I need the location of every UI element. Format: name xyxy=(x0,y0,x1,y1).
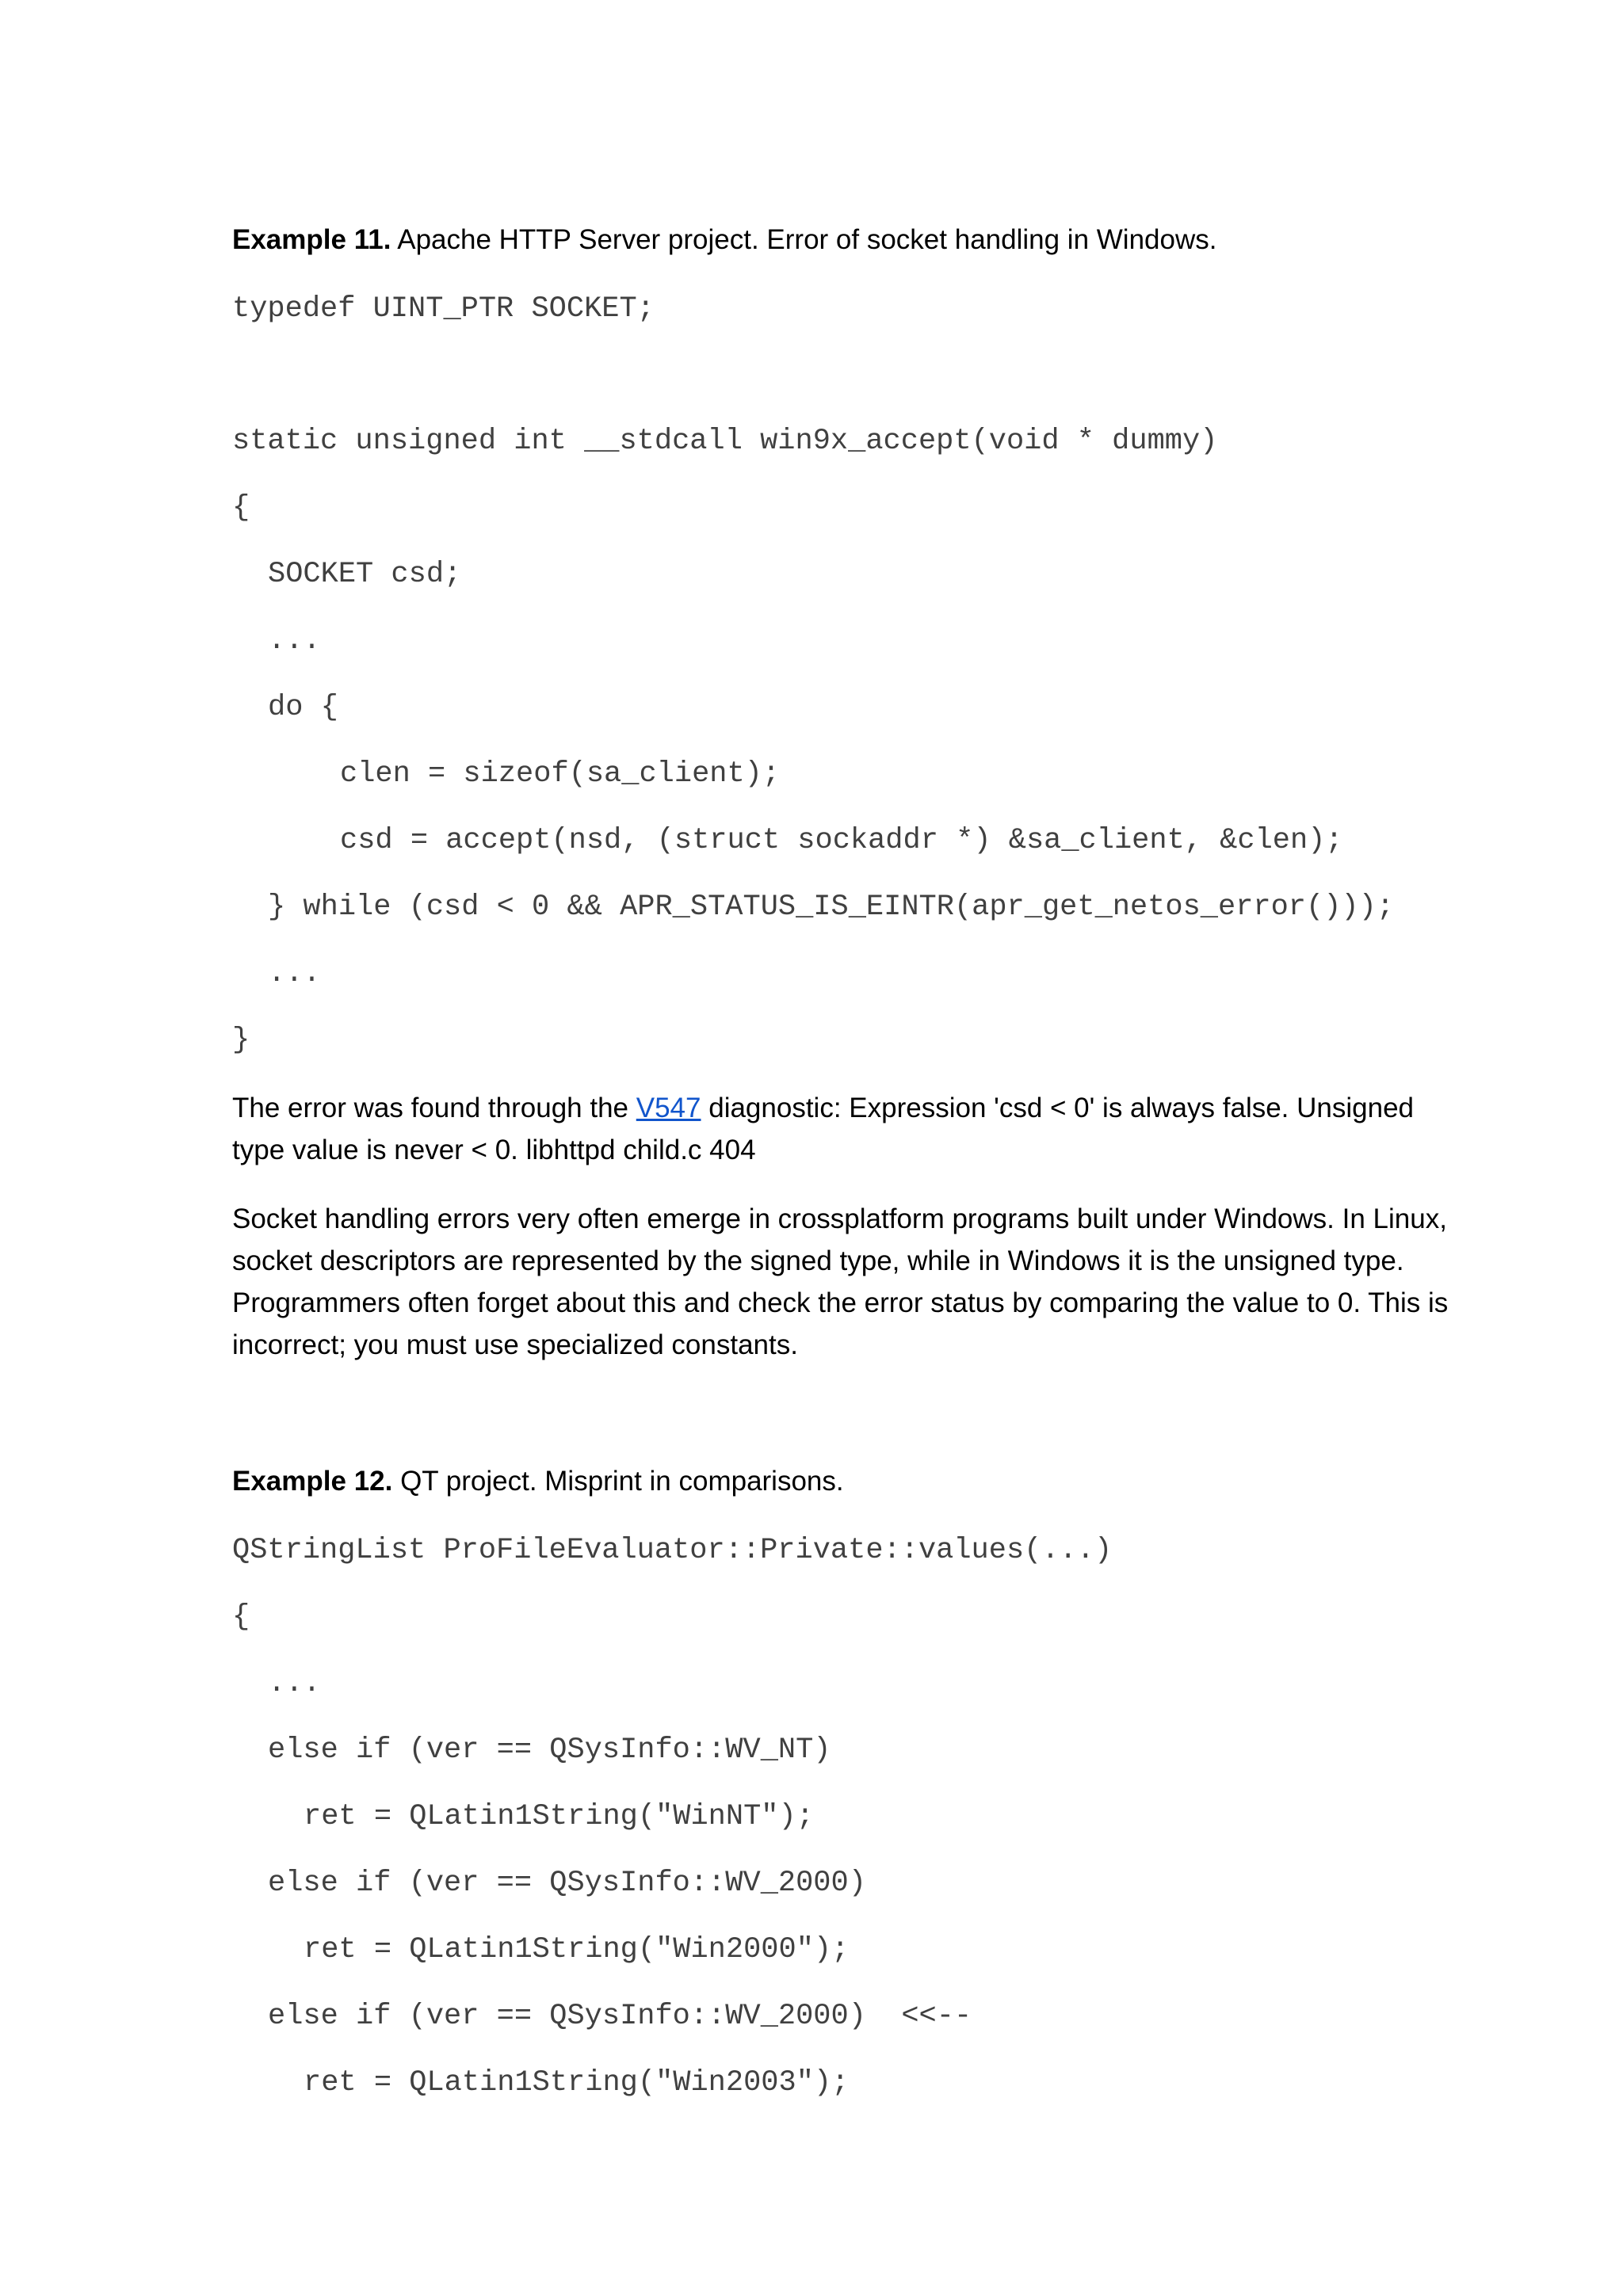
code-line: } xyxy=(232,1024,250,1057)
code-line: else if (ver == QSysInfo::WV_2000) <<-- xyxy=(268,2000,972,2033)
explanation-paragraph: Socket handling errors very often emerge in crossplatform programs built under Windows. In Linux, socket descriptors are represented by the signed type, while in Windows it is the unsigned type. Programmers often forget about this and check the error status by comparing the value to 0. This is incorrect; you must use specialized constants. xyxy=(232,1203,1449,1360)
diagnostic-text-before: The error was found through the xyxy=(232,1093,636,1123)
code-line: ret = QLatin1String("WinNT"); xyxy=(304,1800,814,1833)
code-line: ... xyxy=(268,957,321,990)
example-11-label: Example 11. xyxy=(232,224,391,255)
example-11-heading xyxy=(232,224,1216,256)
code-line: SOCKET csd; xyxy=(268,558,462,591)
code-line: do { xyxy=(268,691,338,724)
code-line: ret = QLatin1String("Win2003"); xyxy=(304,2066,850,2100)
example-12-label: Example 12. xyxy=(232,1466,393,1497)
code-line: clen = sizeof(sa_client); xyxy=(340,757,781,791)
code-line: } while (csd < 0 && APR_STATUS_IS_EINTR(apr_get_netos_error())); xyxy=(268,891,1395,924)
example-12-title: QT project. Misprint in comparisons. xyxy=(400,1466,844,1497)
code-line: ret = QLatin1String("Win2000"); xyxy=(304,1933,850,1966)
code-line: { xyxy=(232,1600,250,1634)
example-12-heading xyxy=(232,1466,844,1497)
example-11-title: Apache HTTP Server project. Error of socket handling in Windows. xyxy=(397,224,1217,255)
diagnostic-text-after: diagnostic: Expression 'csd < 0' is always false. Unsigned type value is never < 0. libhttpd child.c 404 xyxy=(232,1093,1415,1165)
code-line: ... xyxy=(268,624,321,658)
code-line: typedef UINT_PTR SOCKET; xyxy=(232,292,655,326)
code-line: else if (ver == QSysInfo::WV_NT) xyxy=(268,1733,831,1767)
diagnostic-paragraph xyxy=(232,1087,1468,1171)
code-line: else if (ver == QSysInfo::WV_2000) xyxy=(268,1867,866,1900)
code-line: ... xyxy=(268,1667,321,1700)
code-line: static unsigned int __stdcall win9x_accept(void * dummy) xyxy=(232,425,1218,458)
code-line: csd = accept(nsd, (struct sockaddr *) &sa_client, &clen); xyxy=(340,824,1343,857)
code-line: { xyxy=(232,491,250,524)
code-line: QStringList ProFileEvaluator::Private::values(...) xyxy=(232,1534,1113,1567)
v547-link[interactable]: V547 xyxy=(636,1093,701,1123)
